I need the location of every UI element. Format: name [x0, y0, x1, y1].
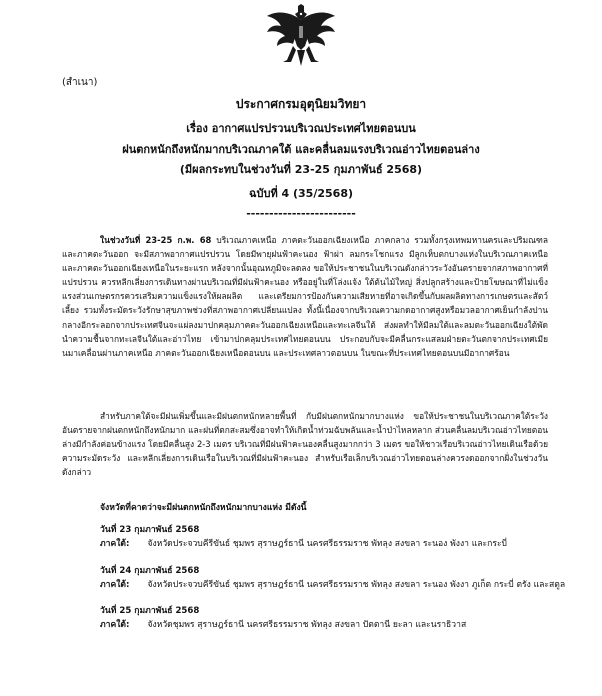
- subject-line: เรื่อง อากาศแปรปรวนบริเวณประเทศไทยตอนบน: [186, 122, 416, 135]
- agency-title: ประกาศกรมอุตุนิยมวิทยา: [235, 97, 367, 111]
- paragraph-1-text: บริเวณภาคเหนือ ภาคตะวันออกเฉียงเหนือ ภาคกลาง รวมทั้งกรุงเทพมหานครและปริมณฑล และภาคตะวันออก จะมีสภาพอากาศแปรปรวน โดยมีพายุฝนฟ้าคะนอง ฟ้าผ่า ลมกระโชกแรง มีลูกเห็บตกบางแห่งในบริเวณภาคเหนือ และภาคตะวันออกเฉียงเหนือในระยะแรก หลังจากนั้นอุณหภูมิจะลดลง ขอให้ประชาชนในบริเวณดังกล่าวระวังอันตรายจากสภาพอากาศที่แปรปรวน ควรหลีกเลี่ยงการเดินทางผ่านบริเวณที่มีฝนฟ้าคะนอง หรืออยู่ในที่โล่งแจ้ง ใต้ต้นไม้ใหญ่ สิ่งปลูกสร้างและป้ายโฆษณาที่ไม่แข็งแรงส่วนเกษตรกรควรเสริมความแข็งแรงให้ผลผลิต และเตรียมการป้องกันความเสียหายที่อาจเกิดขึ้นกับผลผลิตทางการเกษตรและสัตว์เลี้ยง รวมทั้งระมัดระวังรักษาสุขภาพช่วงที่สภาพอากาศเปลี่ยนแปลง ทั้งนี้เนื่องจากบริเวณความกดอากาศสูงหรือมวลอากาศเย็นกำลังปานกลางอีกระลอกจากประเทศจีนจะแผ่ลงมาปกคลุมภาคตะวันออกเฉียงเหนือและทะเลจีนใต้ ส่งผลทำให้มีลมใต้และลมตะวันออกเฉียงใต้พัดนำความชื้นจากทะเลจีนใต้และอ่าวไทย เข้ามาปกคลุมประเทศไทยตอนบน ประกอบกับจะมีคลื่นกระแสลมฝ่ายตะวันตกจากประเทศเมียนมาเคลื่อนผ่านภาคเหนือ ภาคตะวันออกเฉียงเหนือตอนบน และประเทศลาวตอนบน ในขณะที่ประเทศไทยตอนบนมีอากาศร้อน: [62, 235, 548, 358]
- copy-label: (สำเนา): [62, 77, 98, 88]
- forecast-region: [100, 537, 507, 551]
- forecast-region: [100, 618, 466, 632]
- forecast-date: วันที่ 23 กุมภาพันธ์ 2568: [100, 525, 200, 535]
- province-list: จังหวัดประจวบคีรีขันธ์ ชุมพร สุราษฎร์ธานี นครศรีธรรมราช พัทลุง สงขลา ระนอง พังงา และกระบี่: [147, 539, 508, 549]
- paragraph-1-lead: ในช่วงวันที่ 23-25 ก.พ. 68: [100, 235, 212, 245]
- garuda-emblem-icon: [263, 4, 339, 68]
- paragraph-2-text: สำหรับภาคใต้จะมีฝนเพิ่มขึ้นและมีฝนตกหนักหลายพื้นที่ กับมีฝนตกหนักมากบางแห่ง ขอให้ประชาชนในบริเวณภาคใต้ระวังอันตรายจากฝนตกหนักถึงหนักมาก และฝนที่ตกสะสมซึ่งอาจทำให้เกิดน้ำท่วมฉับพลันและน้ำป่าไหลหลาก ส่วนคลื่นลมบริเวณอ่าวไทยตอนล่างมีกำลังค่อนข้างแรง โดยมีคลื่นสูง 2-3 เมตร บริเวณที่มีฝนฟ้าคะนองคลื่นสูงมากกว่า 3 เมตร ขอให้ชาวเรือบริเวณอ่าวไทยเดินเรือด้วยความระมัดระวัง และหลีกเลี่ยงการเดินเรือในบริเวณที่มีฝนฟ้าคะนอง สำหรับเรือเล็กบริเวณอ่าวไทยตอนล่างควรงดออกจากฝั่งในช่วงวันดังกล่าว: [62, 411, 548, 478]
- subject-line-2: ฝนตกหนักถึงหนักมากบริเวณภาคใต้ และคลื่นลมแรงบริเวณอ่าวไทยตอนล่าง: [122, 143, 480, 156]
- paragraph-2: [62, 409, 548, 479]
- forecast-day: [100, 523, 507, 551]
- issue-number: ฉบับที่ 4 (35/2568): [248, 187, 354, 200]
- forecast-date: วันที่ 25 กุมภาพันธ์ 2568: [100, 606, 200, 616]
- effect-period: (มีผลกระทบในช่วงวันที่ 23-25 กุมภาพันธ์ 2568): [179, 163, 423, 176]
- forecast-date: วันที่ 24 กุมภาพันธ์ 2568: [100, 566, 200, 576]
- forecast-list-title: จังหวัดที่คาดว่าจะมีฝนตกหนักถึงหนักมากบางแห่ง มีดังนี้: [100, 503, 307, 513]
- forecast-region: [100, 578, 565, 592]
- region-label: ภาคใต้:: [100, 580, 130, 590]
- province-list: จังหวัดชุมพร สุราษฎร์ธานี นครศรีธรรมราช พัทลุง สงขลา ปัตตานี ยะลา และนราธิวาส: [147, 620, 467, 630]
- region-label: ภาคใต้:: [100, 539, 130, 549]
- province-list: จังหวัดประจวบคีรีขันธ์ ชุมพร สุราษฎร์ธานี นครศรีธรรมราช พัทลุง สงขลา ระนอง พังงา ภูเก็ต กระบี่ ตรัง และสตูล: [147, 580, 566, 590]
- region-label: ภาคใต้:: [100, 620, 130, 630]
- forecast-day: [100, 564, 565, 592]
- separator-line: ------------------------: [246, 207, 356, 220]
- paragraph-1: [62, 233, 548, 360]
- forecast-day: [100, 604, 466, 632]
